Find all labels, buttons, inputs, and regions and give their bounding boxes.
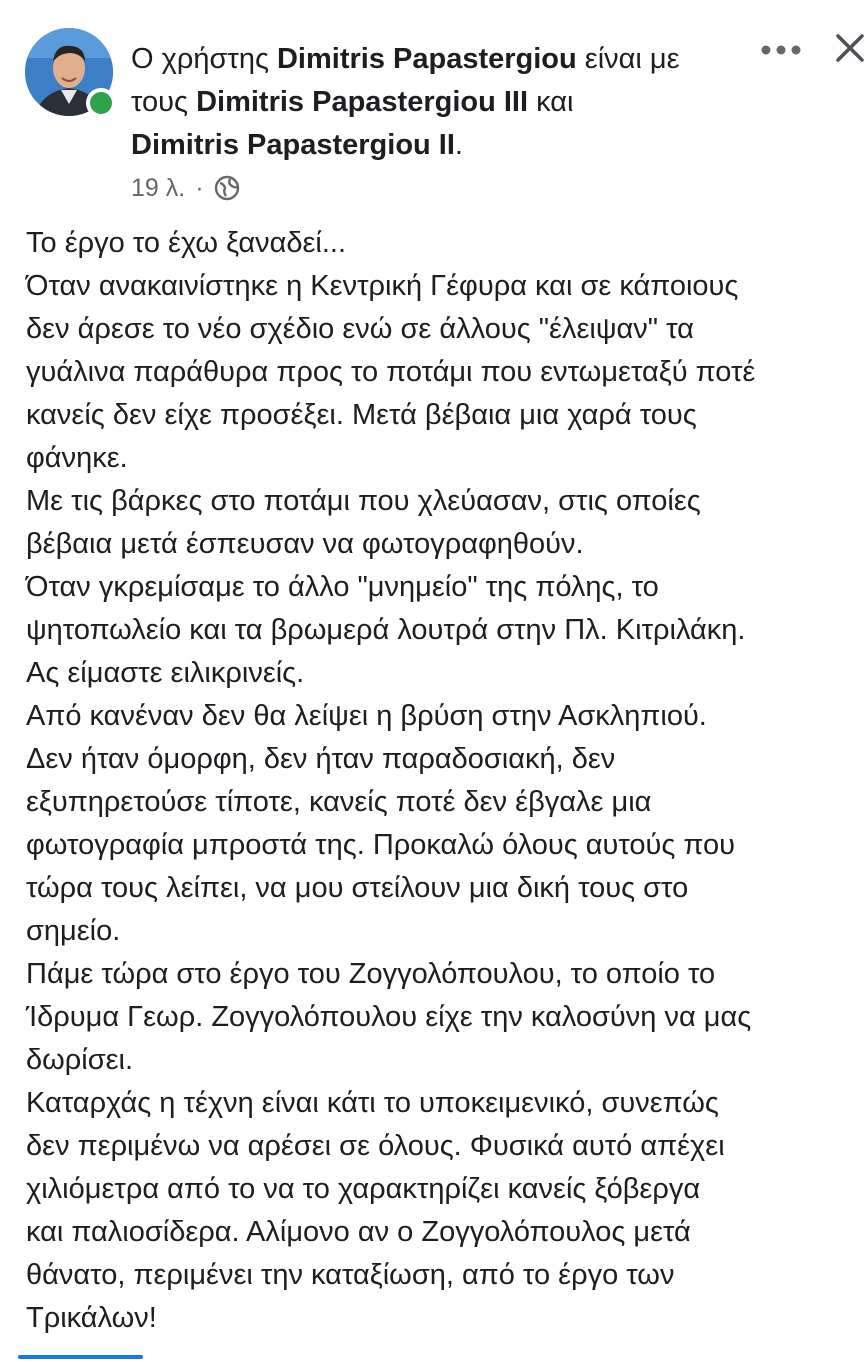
post-text-line: Από κανέναν δεν θα λείψει η βρύση στην Ασκληπιού.	[26, 700, 707, 732]
post-text-line: χιλιόμετρα από το να το χαρακτηρίζει κανείς ξόβεργα	[26, 1173, 701, 1205]
post-text-line: Ίδρυμα Γεωρ. Ζογγολόπουλου είχε την καλοσύνη να μας	[26, 1001, 752, 1033]
more-options-button[interactable]	[758, 36, 804, 66]
close-button[interactable]	[832, 30, 864, 70]
post-text-line: Δεν ήταν όμορφη, δεν ήταν παραδοσιακή, δεν	[26, 743, 616, 775]
end-punctuation: .	[454, 129, 463, 161]
post-text-line: τώρα τους λείπει, να μου στείλουν μια δική τους στο	[26, 872, 689, 904]
post-timestamp[interactable]: 19 λ.	[131, 173, 186, 202]
author-mid-text: είναι με τους	[131, 43, 680, 118]
post-text-line: φωτογραφία μπροστά της. Προκαλώ όλους αυτούς που	[26, 829, 735, 861]
post-text-line: δεν άρεσε το νέο σχέδιο ενώ σε άλλους "έλειψαν" τα	[26, 313, 694, 345]
post-text-line: Με τις βάρκες στο ποτάμι που χλεύασαν, στις οποίες	[26, 485, 701, 517]
post-text-line: εξυπηρετούσε τίποτε, κανείς ποτέ δεν έβγαλε μια	[26, 786, 652, 818]
post-text-line: σημείο.	[26, 915, 121, 947]
post-text-line: Πάμε τώρα στο έργο του Ζογγολόπουλου, το οποίο το	[26, 958, 716, 990]
post-header	[0, 0, 864, 215]
online-status-indicator	[86, 88, 116, 118]
post-text-line: Όταν ανακαινίστηκε η Κεντρική Γέφυρα και σε κάποιους	[26, 270, 739, 302]
post-author-line	[131, 38, 741, 167]
post-meta	[131, 170, 240, 206]
tagged-user-link-2[interactable]: Dimitris Papastergiou II	[131, 129, 455, 161]
post-text-line: δωρίσει.	[26, 1044, 134, 1076]
post-text-line: Καταρχάς η τέχνη είναι κάτι το υποκειμενικό, συνεπώς	[26, 1087, 719, 1119]
progress-indicator	[18, 1355, 143, 1359]
post-text-line: και παλιοσίδερα. Αλίμονο αν ο Ζογγολόπουλος μετά	[26, 1216, 691, 1248]
author-name-link[interactable]: Dimitris Papastergiou	[276, 43, 577, 75]
tagged-user-link-1[interactable]: Dimitris Papastergiou III	[196, 86, 529, 118]
post-body-text	[26, 222, 864, 1340]
globe-icon[interactable]	[214, 175, 240, 201]
post-text-line: φάνηκε.	[26, 442, 128, 474]
post-text-line: Τρικάλων!	[26, 1302, 157, 1334]
post-text-line: βέβαια μετά έσπευσαν να φωτογραφηθούν.	[26, 528, 584, 560]
post-text-line: δεν περιμένω να αρέσει σε όλους. Φυσικά αυτό απέχει	[26, 1130, 725, 1162]
close-icon	[832, 30, 864, 70]
post-text-line: Όταν γκρεμίσαμε το άλλο "μνημείο" της πόλης, το	[26, 571, 659, 603]
post-text-line: θάνατο, περιμένει την καταξίωση, από το έργο των	[26, 1259, 675, 1291]
post-text-line: Ας είμαστε ειλικρινείς.	[26, 657, 305, 689]
and-text: και	[528, 86, 574, 118]
post-text-line: Το έργο το έχω ξαναδεί...	[26, 227, 347, 259]
post-text-line: ψητοπωλείο και τα βρωμερά λουτρά στην Πλ. Κιτριλάκη.	[26, 614, 746, 646]
more-options-icon	[758, 36, 804, 66]
author-prefix: Ο χρήστης	[131, 43, 277, 75]
meta-separator: ·	[195, 173, 204, 202]
post-text-line: κανείς δεν είχε προσέξει. Μετά βέβαια μια χαρά τους	[26, 399, 697, 431]
post-text-line: γυάλινα παράθυρα προς το ποτάμι που εντωμεταξύ ποτέ	[26, 356, 756, 388]
